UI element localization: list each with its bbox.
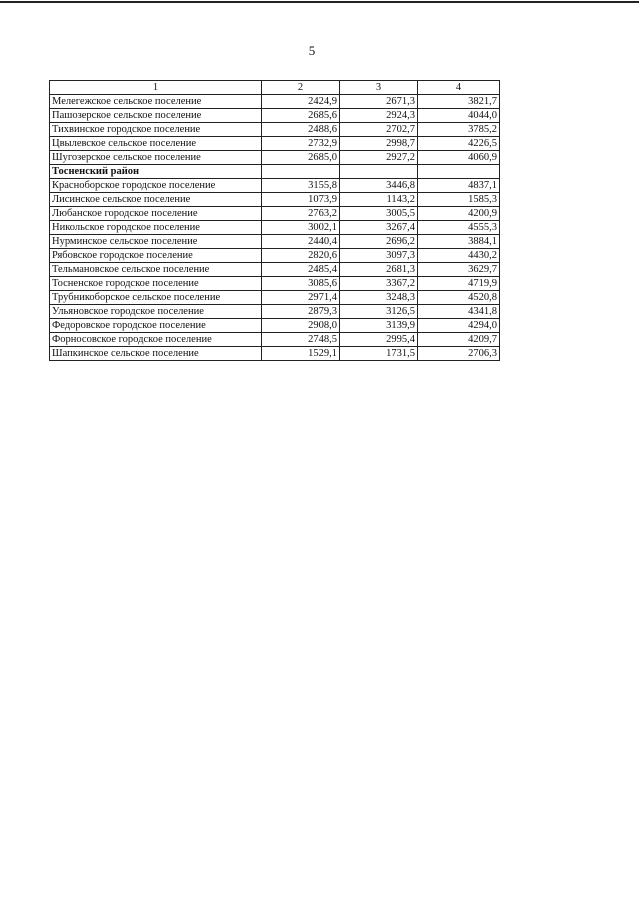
value-col-3: 3446,8 <box>340 179 418 193</box>
table-row <box>50 193 500 207</box>
settlement-name: Рябовское городское поселение <box>50 249 262 263</box>
value-col-2: 3155,8 <box>262 179 340 193</box>
value-col-3: 2681,3 <box>340 263 418 277</box>
table-row <box>50 235 500 249</box>
value-col-3: 3097,3 <box>340 249 418 263</box>
value-col-2: 2685,6 <box>262 109 340 123</box>
table-row <box>50 207 500 221</box>
settlement-name: Тихвинское городское поселение <box>50 123 262 137</box>
table-row <box>50 277 500 291</box>
value-col-3: 3267,4 <box>340 221 418 235</box>
table-row <box>50 319 500 333</box>
value-col-4: 4837,1 <box>418 179 500 193</box>
value-col-3: 3005,5 <box>340 207 418 221</box>
table-header-row <box>50 81 500 95</box>
settlement-name: Красноборское городское поселение <box>50 179 262 193</box>
value-col-2: 3002,1 <box>262 221 340 235</box>
table-row <box>50 179 500 193</box>
table-row <box>50 249 500 263</box>
table-row <box>50 123 500 137</box>
settlement-name: Тельмановское сельское поселение <box>50 263 262 277</box>
value-col-3: 2924,3 <box>340 109 418 123</box>
value-col-2: 2908,0 <box>262 319 340 333</box>
value-col-3: 1731,5 <box>340 347 418 361</box>
column-header: 2 <box>262 81 340 95</box>
value-col-4: 4430,2 <box>418 249 500 263</box>
value-col-4: 3629,7 <box>418 263 500 277</box>
table-row <box>50 347 500 361</box>
value-col-4: 4060,9 <box>418 151 500 165</box>
settlement-name: Любанское городское поселение <box>50 207 262 221</box>
value-col-4: 4719,9 <box>418 277 500 291</box>
table-row <box>50 305 500 319</box>
value-col-3: 3139,9 <box>340 319 418 333</box>
column-header: 1 <box>50 81 262 95</box>
top-border-line <box>0 1 639 3</box>
table-row <box>50 333 500 347</box>
value-col-3: 2702,7 <box>340 123 418 137</box>
table-row <box>50 151 500 165</box>
value-col-4: 4341,8 <box>418 305 500 319</box>
settlement-name: Мелегежское сельское поселение <box>50 95 262 109</box>
value-col-4: 3785,2 <box>418 123 500 137</box>
group-header-row <box>50 165 500 179</box>
settlement-name: Нурминское сельское поселение <box>50 235 262 249</box>
column-header: 3 <box>340 81 418 95</box>
empty-cell <box>262 165 340 179</box>
value-col-4: 3821,7 <box>418 95 500 109</box>
settlement-name: Федоровское городское поселение <box>50 319 262 333</box>
value-col-4: 1585,3 <box>418 193 500 207</box>
settlement-name: Тосненское городское поселение <box>50 277 262 291</box>
empty-cell <box>418 165 500 179</box>
column-header: 4 <box>418 81 500 95</box>
value-col-4: 4520,8 <box>418 291 500 305</box>
value-col-2: 2763,2 <box>262 207 340 221</box>
settlement-name: Лисинское сельское поселение <box>50 193 262 207</box>
value-col-3: 1143,2 <box>340 193 418 207</box>
table-body <box>50 95 500 361</box>
value-col-3: 3248,3 <box>340 291 418 305</box>
table-row <box>50 137 500 151</box>
value-col-4: 3884,1 <box>418 235 500 249</box>
settlements-table <box>49 80 500 361</box>
value-col-2: 2440,4 <box>262 235 340 249</box>
table-row <box>50 221 500 235</box>
value-col-2: 2732,9 <box>262 137 340 151</box>
table-row <box>50 95 500 109</box>
value-col-4: 4294,0 <box>418 319 500 333</box>
value-col-2: 2424,9 <box>262 95 340 109</box>
value-col-3: 2995,4 <box>340 333 418 347</box>
value-col-3: 2671,3 <box>340 95 418 109</box>
value-col-4: 4226,5 <box>418 137 500 151</box>
value-col-3: 3126,5 <box>340 305 418 319</box>
table-row <box>50 263 500 277</box>
settlement-name: Никольское городское поселение <box>50 221 262 235</box>
settlement-name: Форносовское городское поселение <box>50 333 262 347</box>
value-col-3: 2696,2 <box>340 235 418 249</box>
settlement-name: Шугозерское сельское поселение <box>50 151 262 165</box>
value-col-3: 2927,2 <box>340 151 418 165</box>
settlement-name: Пашозерское сельское поселение <box>50 109 262 123</box>
value-col-3: 3367,2 <box>340 277 418 291</box>
value-col-2: 1529,1 <box>262 347 340 361</box>
value-col-2: 2488,6 <box>262 123 340 137</box>
value-col-2: 2879,3 <box>262 305 340 319</box>
value-col-2: 2685,0 <box>262 151 340 165</box>
page-number: 5 <box>308 43 316 58</box>
value-col-3: 2998,7 <box>340 137 418 151</box>
table-row <box>50 109 500 123</box>
value-col-2: 2748,5 <box>262 333 340 347</box>
settlement-name: Шапкинское сельское поселение <box>50 347 262 361</box>
value-col-4: 4555,3 <box>418 221 500 235</box>
value-col-4: 2706,3 <box>418 347 500 361</box>
value-col-2: 2820,6 <box>262 249 340 263</box>
value-col-2: 2485,4 <box>262 263 340 277</box>
settlement-name: Ульяновское городское поселение <box>50 305 262 319</box>
value-col-2: 3085,6 <box>262 277 340 291</box>
value-col-2: 2971,4 <box>262 291 340 305</box>
empty-cell <box>340 165 418 179</box>
value-col-4: 4209,7 <box>418 333 500 347</box>
value-col-2: 1073,9 <box>262 193 340 207</box>
table-row <box>50 291 500 305</box>
settlement-name: Трубникоборское сельское поселение <box>50 291 262 305</box>
settlement-name: Цвылевское сельское поселение <box>50 137 262 151</box>
value-col-4: 4200,9 <box>418 207 500 221</box>
value-col-4: 4044,0 <box>418 109 500 123</box>
district-name: Тосненский район <box>50 165 262 179</box>
